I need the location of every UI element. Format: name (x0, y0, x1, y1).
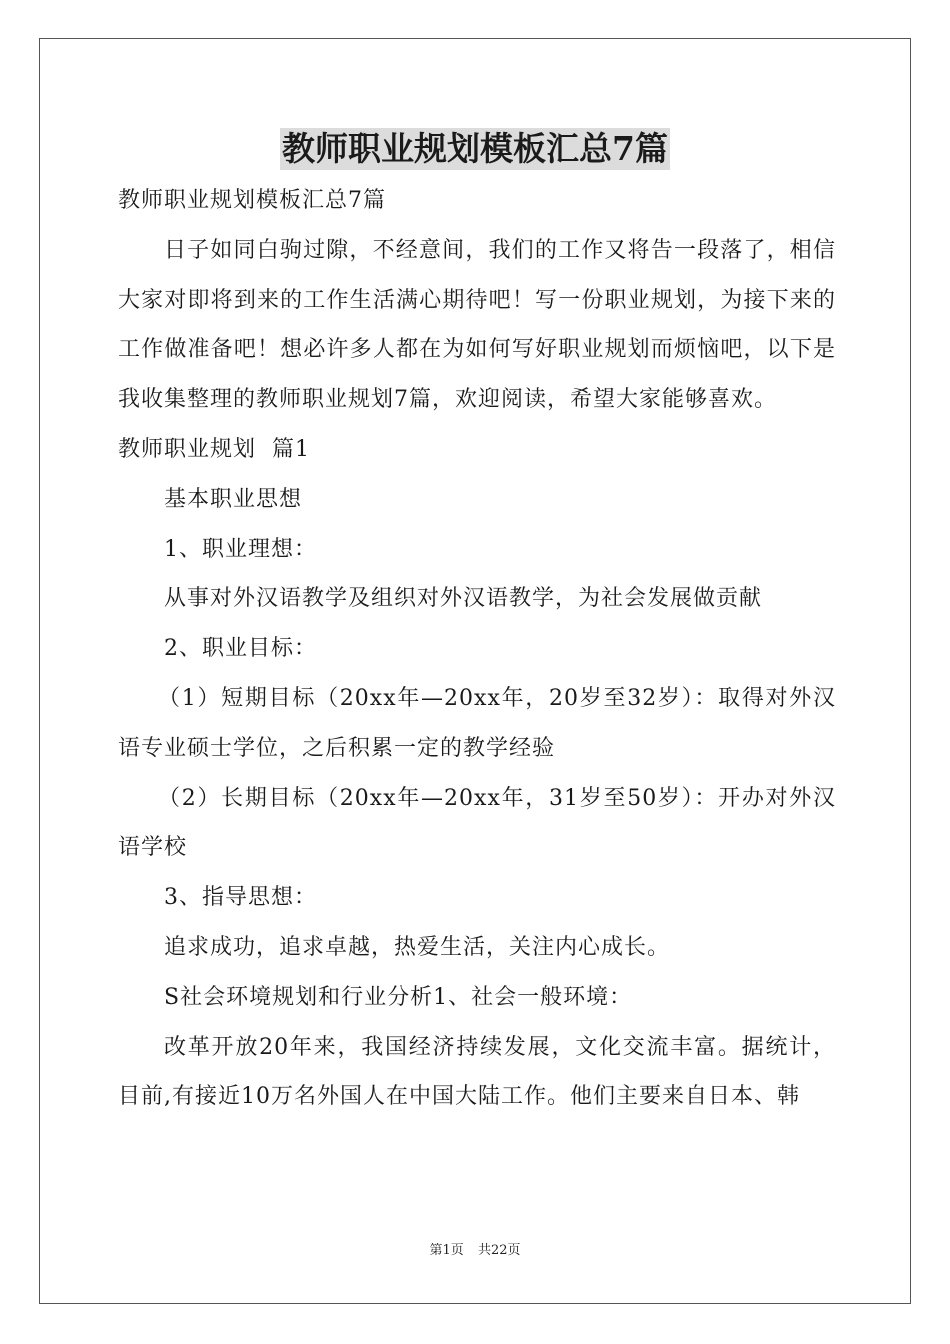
document-subtitle: 教师职业规划模板汇总7篇 (118, 188, 386, 213)
page-number: 第1页 (429, 1243, 464, 1258)
guiding-thought-label: 3、指导思想： (164, 885, 317, 911)
document-body (118, 176, 836, 1122)
section-heading: 教师职业规划 篇1 (118, 436, 310, 462)
long-term-goal: （2）长期目标（20xx年—20xx年，31岁至50岁）：开办对外汉语学校 (118, 785, 836, 861)
page-footer (0, 1242, 950, 1260)
career-goal-label: 2、职业目标： (164, 636, 317, 662)
guiding-thought-text: 追求成功，追求卓越，热爱生活，关注内心成长。 (164, 934, 671, 960)
career-ideal-label: 1、职业理想： (164, 536, 317, 562)
title-container (0, 128, 950, 170)
social-environment-text: 改革开放20年来，我国经济持续发展，文化交流丰富。据统计，目前,有接近10万名外国人在中国大陆工作。他们主要来自日本、韩 (118, 1034, 836, 1110)
document-title: 教师职业规划模板汇总7篇 (282, 129, 668, 168)
social-environment-heading: S社会环境规划和行业分析1、社会一般环境： (164, 984, 633, 1010)
intro-paragraph: 日子如同白驹过隙，不经意间，我们的工作又将告一段落了，相信大家对即将到来的工作生活满心期待吧！写一份职业规划，为接下来的工作做准备吧！想必许多人都在为如何写好职业规划而烦恼吧，以下是我收集整理的教师职业规划7篇，欢迎阅读，希望大家能够喜欢。 (118, 237, 836, 413)
career-ideal-text: 从事对外汉语教学及组织对外汉语教学，为社会发展做贡献 (164, 586, 763, 612)
basic-thought-heading: 基本职业思想 (164, 486, 303, 512)
short-term-goal: （1）短期目标（20xx年—20xx年，20岁至32岁）：取得对外汉语专业硕士学位，之后积累一定的教学经验 (118, 685, 836, 761)
page-total: 共22页 (477, 1243, 521, 1258)
